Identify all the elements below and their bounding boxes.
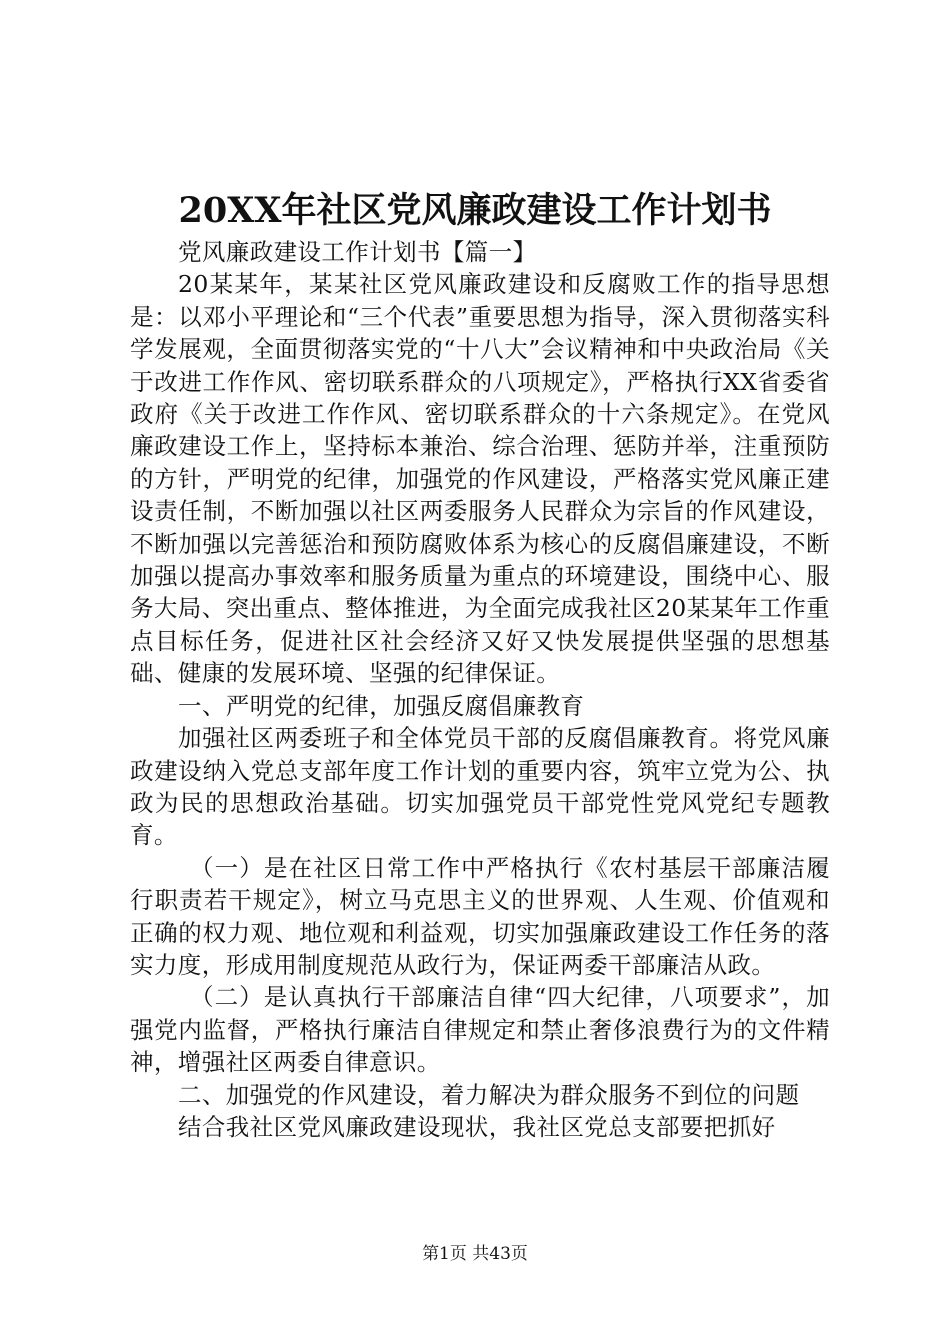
paragraph-item-two: （二）是认真执行干部廉洁自律“四大纪律，八项要求”，加强党内监督，严格执行廉洁自律规定和禁止奢侈浪费行为的文件精神，增强社区两委自律意识。 — [130, 983, 830, 1077]
heading-party-style: 二、加强党的作风建设，着力解决为群众服务不到位的问题 — [178, 1080, 800, 1109]
heading-discipline-education: 一、严明党的纪律，加强反腐倡廉教育 — [178, 691, 585, 720]
section-heading-part-one: 党风廉政建设工作计划书【篇一】 — [178, 238, 537, 266]
paragraph-item-one: （一）是在社区日常工作中严格执行《农村基层干部廉洁履行职责若干规定》，树立马克思主义的世界观、人生观、价值观和正确的权力观、地位观和利益观，切实加强廉政建设工作任务的落实力度，形成用制度规范从政行为，保证两委干部廉洁从政。 — [130, 853, 830, 979]
paragraph-anti-corruption-education: 加强社区两委班子和全体党员干部的反腐倡廉教育。将党风廉政建设纳入党总支部年度工作计划的重要内容，筑牢立党为公、执政为民的思想政治基础。切实加强党员干部党性党风党纪专题教育。 — [130, 724, 830, 850]
paragraph-party-style-intro: 结合我社区党风廉政建设现状，我社区党总支部要把抓好 — [178, 1112, 776, 1141]
paragraph-guiding-ideology: 20某某年，某某社区党风廉政建设和反腐败工作的指导思想是：以邓小平理论和“三个代表”重要思想为指导，深入贯彻落实科学发展观，全面贯彻落实党的“十八大”会议精神和中央政治局《关于改进工作作风、密切联系群众的八项规定》，严格执行XX省委省政府《关于改进工作作风、密切联系群众的十六条规定》。在党风廉政建设工作上，坚持标本兼治、综合治理、惩防并举，注重预防的方针，严明党的纪律，加强党的作风建设，严格落实党风廉正建设责任制，不断加强以社区两委服务人民群众为宗旨的作风建设，不断加强以完善惩治和预防腐败体系为核心的反腐倡廉建设，不断加强以提高办事效率和服务质量为重点的环境建设，围绕中心、服务大局、突出重点、整体推进，为全面完成我社区20某某年工作重点目标任务，促进社区社会经济又好又快发展提供坚强的思想基础、健康的发展环境、坚强的纪律保证。 — [130, 270, 830, 688]
page-number-footer: 第1页 共43页 — [422, 1244, 528, 1264]
document-body — [130, 236, 830, 1143]
document-title: 20XX年社区党风廉政建设工作计划书 — [178, 190, 772, 231]
